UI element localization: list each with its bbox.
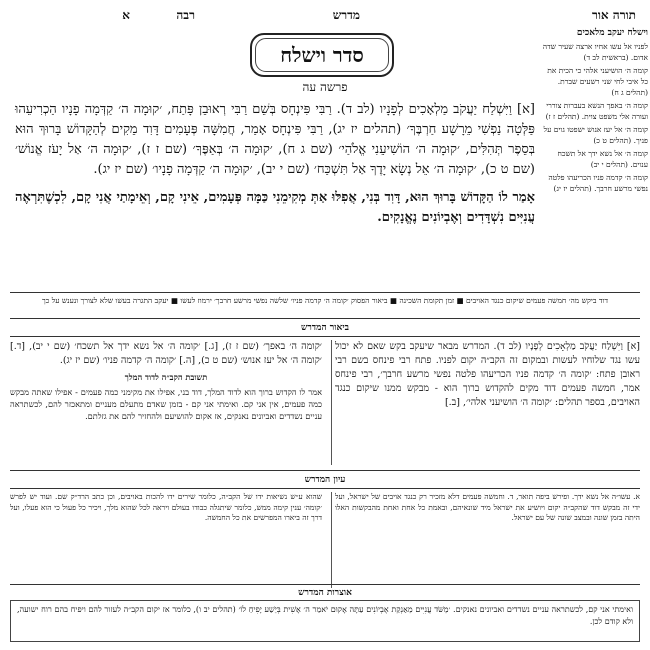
divider xyxy=(10,470,640,471)
divider xyxy=(10,336,640,337)
iyun-title: עיון המדרש xyxy=(304,475,346,485)
iyun-left-column: שהוא ע״ש נשיאות ידו של הקב״ה, כלומר שירים ידו להכות באויבים, וכן כתב הרד״ק שם. ועוד יש לפרש ׳קומה׳ ענין קימה ממש, כלומר שיתגלה כבודו בעולם ויראה לכל שהוא מלך, ויכיר כל פעול כי הוא פעלו, ועל דרך זה ביארו המפרשים את כל החמשה. xyxy=(10,492,322,522)
biur-left-column xyxy=(10,340,322,466)
column-divider xyxy=(331,492,332,588)
sidebar-note: לפניו אל עשו אחיו ארצה שעיר שדה אדום. (בראשית לב ד) xyxy=(542,42,648,62)
iyun-right-column: א. עשו״ה אל נשא ידך. ופירש ביפה תואר, ד. וחמשה פעמים דלא מזכיר רק כנגד אויבים של ישראל, ועל ידי זה מבקש דוד שהקב״ה יקום ויושיע את ישראל מיד שונאיהם, ובאמת כל אחת ואחת מהבקשות האלו היתה בזמן שונה ובמצב שונה של עם ישראל. xyxy=(335,492,640,522)
midrash-paragraph-1: [א] וַיִּשְׁלַח יַעֲקֹב מַלְאָכִים לְפָנָיו (לב ד). רַבִּי פִּינְחָס בְּשֵׁם רַבִּי רְאוּבֵן פָּתַח, ׳קוּמָה ה׳ קַדְּמָה פָנָיו הַכְרִיעֵהוּ פַּלְּטָה נַפְשִׁי מֵרָשָׁע חַרְבֶּךָ׳ (תהלים יז יג), רַבִּי פִּינְחָס אָמַר, חֲמִשָּׁה פְּעָמִים דָּוִד מֵקִים לְהַקָּדוֹשׁ בָּרוּךְ הוּא בְּסֵפֶר תְּהִלִּים, ׳קוּמָה ה׳ הוֹשִׁיעֵנִי אֱלֹהַי׳ (שם ג ח), ׳קוּמָה ה׳ בְּאַפֶּךָ׳ (שם ז ז), ׳קוּמָה ה׳ אַל יָעֹז אֱנוֹשׁ׳ (שם ט כ), ׳קוּמָה ה׳ אֵל נְשָׂא יָדֶךָ אַל תִּשְׁכַּח׳ (שם י יב), ׳קוּמָה ה׳ קַדְּמָה פָנָיו׳ (שם יז יג). xyxy=(15,102,535,177)
header-book: תורה אור xyxy=(591,8,636,22)
torah-or-sidebar xyxy=(538,28,648,196)
summary-note: דוד ביקש מה׳ חמשה פעמים שיקום כנגד האויבים ■ זמן תקומת השכינה ■ ביאור הפסוק ׳קומה ה׳ קדמה פניו׳ שלשה נפשי מרשע חרבך׳ ירמוז לעשו ■ יעקב התגרה בעשו שלא לצורך ונענש על כך xyxy=(41,296,609,305)
header-page-letter: א xyxy=(122,8,130,22)
divider xyxy=(10,292,640,293)
otzarot-text: ואימתי אני קם, לכשתראה עניים נשדדים ואביונים נאנקים. ׳מֵשֹּׁד עֲנִיִּים מֵאַנְקַת אֶבְיוֹנִים עַתָּה אָקוּם יֹאמַר ה׳ אָשִׁית בְּיֵשַׁע יָפִיחַ לוֹ׳ (תהלים יב ו), כלומר אז יקום הקב״ה לעזור להם ויפיח בהם רוח ישועה, ולא קודם לכן. xyxy=(17,605,633,626)
parasha-number: פרשה עה xyxy=(302,80,348,94)
midrash-text xyxy=(15,100,535,236)
otzarot-box xyxy=(10,600,640,642)
divider xyxy=(10,318,640,319)
sidebar-note: קומה ה׳ באפך הנשא בעברות צוררי ועורה אלי משפט צוית. (תהלים ז ז) xyxy=(545,101,648,121)
parasha-title: סדר וישלח xyxy=(280,42,364,67)
sidebar-note: קומה ה׳ אל יעז אנוש ישפטו גוים על פניך. (תהלים ט כ) xyxy=(543,125,648,145)
midrash-paragraph-2: אָמַר לוֹ הַקָּדוֹשׁ בָּרוּךְ הוּא, דָּוִד בְּנִי, אֲפִלּוּ אַתְּ מְקִימֵנִי כַּמָּה פְּעָמִים, אֵינִי קָם, וְאֵימָתַי אֲנִי קָם, לִכְשֶׁתִּרְאֶה עֲנִיִּים נִשְׁדָּדִים וְאֶבְיוֹנִים נֶאֱנָקִים. xyxy=(15,190,535,225)
parasha-title-cartouche xyxy=(250,33,394,77)
biur-body: אמר לו הקדוש ברוך הוא לדוד המלך, דוד בני, אפילו את מקימני כמה פעמים - אפילו שאתה מבקש כמה פעמים, אין אני קם. ואימתי אני קם - בזמן שאדם מתעלם מעניים ומתאכזר להם, לכשתראה עניים נשדדים ואביונים נאנקים, אז אקום להושיעם ולהחזיר להם את גזלתם. xyxy=(10,387,322,421)
sidebar-note: קומה ה׳ קדמה פניו הכריעהו פלטה נפשי מרשע חרבך. (תהלים יז יג) xyxy=(548,173,648,193)
divider xyxy=(10,488,640,489)
running-header xyxy=(0,8,650,28)
divider xyxy=(10,584,640,585)
column-divider xyxy=(331,340,332,465)
sidebar-note: קומה ה׳ אל נשא ידך אל תשכח ענוים. (תהלים י יב) xyxy=(557,149,648,169)
biur-right-column: [א] וַיִּשְׁלַח יַעֲקֹב מַלְאָכִים לְפָנָיו (לב ד). המדרש מבאר שיעקב בקש שאם לא יכול עשו נגד שלוחיו לעשות ובמקום זה הקב״ה יקום לפניו. פתח רבי פינחס בשם רבי ראובן פתח: ׳קומה ה׳ קדמה פניו הכריעהו פלטה נפשי מרשע חרבך׳, רבי פינחס אמר, חמשה פעמים דוד מקים להקדוש ברוך הוא - מבקש ממנו שיקום כנגד האויבים, בספר תהלים: ׳קומה ה׳ הושיעני אלהי׳, [ב.] xyxy=(335,341,640,408)
sidebar-heading: וישלח יעקב מלאכים xyxy=(576,28,648,38)
otzarot-title: אוצרות המדרש xyxy=(298,588,352,598)
biur-title: ביאור המדרש xyxy=(301,323,349,333)
biur-quotes: ׳קומה ה׳ באפך׳ (שם ז ז), [ג.] ׳קומה ה׳ אל נשא ידך אל תשכח׳ (שם י יב), [ד.] ׳קומה ה׳ אל יעז אנוש׳ (שם ט כ), [ה.] ׳קומה ה׳ קדמה פניו׳ (שם יז יג). xyxy=(10,341,322,366)
biur-subtitle: תשובת הקב״ה לדוד המלך xyxy=(124,372,208,382)
header-rabba: רבה xyxy=(176,8,195,22)
sidebar-note: קומה ה׳ הושיעני אלהי כי הכית את כל איבי לחי שני רשעים שברת. (תהלים ג ח) xyxy=(547,66,648,97)
header-midrash: מדרש xyxy=(332,8,360,22)
